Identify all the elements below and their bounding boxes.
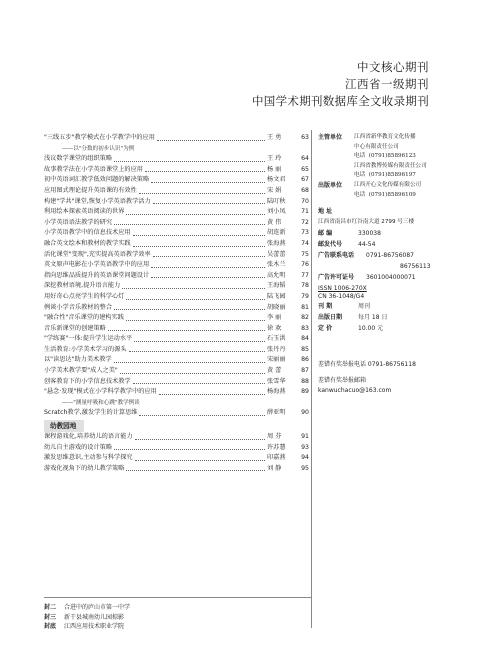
- toc-title: 例谈小学音乐教材的整合: [44, 303, 113, 311]
- toc-page: 84: [301, 335, 309, 343]
- phone-2: (0791)85896197: [368, 172, 416, 179]
- toc-page: 70: [301, 197, 309, 205]
- horizontal-divider: [44, 597, 311, 598]
- cover-credit-value: 合进中的庐山市第一中学: [64, 604, 131, 611]
- toc-page: 64: [301, 155, 309, 163]
- report-phone: 差错有奖举报电话 0791-86756118: [318, 361, 416, 369]
- toc-title: 活化课堂"变现",充实提高英语教学效率: [44, 250, 151, 258]
- toc-page: 90: [301, 409, 309, 417]
- cn-number: CN 36-1048/G4: [318, 293, 365, 301]
- toc-page: 75: [301, 250, 309, 258]
- phone-label-2: 电话: [354, 172, 366, 179]
- toc-author: 吴蕾蕾: [267, 250, 286, 258]
- toc-leader-dots: [114, 224, 265, 225]
- toc-page: 76: [301, 261, 309, 269]
- toc-title: "学练赛"一体:提升学生运动水平: [44, 335, 133, 343]
- cover-credits: [44, 603, 130, 632]
- toc-author: 薛亚明: [267, 409, 286, 417]
- postcode-value: 330038: [358, 230, 381, 238]
- toc-leader-dots: [151, 182, 265, 183]
- toc-entry: [44, 133, 309, 144]
- toc-author: 杨 丽: [267, 165, 282, 173]
- cover-credit-value: 新干县城南幼儿园掠影: [64, 613, 125, 621]
- mailcode-value: 44-54: [358, 241, 376, 249]
- toc-entry: [44, 355, 309, 366]
- toc-leader-dots: [151, 267, 265, 268]
- toc-title: "融合性"音乐课堂的建构实践: [44, 314, 124, 322]
- toc-title: 构建"学共"课堂,恢复小学英语教学活力: [44, 197, 151, 205]
- toc-leader-dots: [153, 203, 265, 204]
- toc-entry: [44, 239, 309, 250]
- header-line-core: 中文核心期刊: [357, 60, 429, 74]
- toc-author: 王 玲: [267, 155, 282, 163]
- publication-info: [318, 133, 448, 396]
- section-heading-label: 幼教园地: [50, 422, 77, 431]
- toc-title: 激发思维意识,主动参与科学探究: [44, 454, 133, 462]
- toc-title: Scratch教学,激发学生的计算思维: [44, 409, 138, 417]
- journal-header: [252, 59, 429, 110]
- vertical-divider: [311, 130, 312, 628]
- toc-entry: [44, 186, 309, 197]
- toc-page: 73: [301, 229, 309, 237]
- ad-license-label: 广告许可证号: [318, 274, 355, 282]
- toc-author: 张木兰: [267, 261, 286, 269]
- toc-leader-dots: [108, 330, 265, 331]
- toc-leader-dots: [153, 256, 265, 257]
- toc-page: 82: [301, 314, 309, 322]
- toc-entry: [44, 197, 309, 208]
- toc-entry: [44, 250, 309, 261]
- toc-leader-dots: [126, 299, 265, 300]
- toc-title: 创客教育下的小学信息技术教学: [44, 377, 131, 385]
- toc-page: 88: [301, 377, 309, 385]
- toc-title: 深挖教材语境,提升语言能力: [44, 282, 121, 290]
- toc-entry: [44, 207, 309, 218]
- toc-page: 65: [301, 165, 309, 173]
- toc-author: 许苏慧: [267, 443, 286, 451]
- toc-author: 张雪华: [267, 377, 286, 385]
- toc-title: 初中英语词汇教学低效问题的解决策略: [44, 176, 150, 184]
- toc-entry: [44, 453, 309, 464]
- toc-entry: [44, 324, 309, 335]
- toc-title: 幼儿自主游戏的设计策略: [44, 443, 113, 451]
- toc-leader-dots: [120, 373, 265, 374]
- toc-page: 68: [301, 186, 309, 194]
- toc-page: 91: [301, 433, 309, 441]
- toc-author: 张海燕: [267, 239, 286, 247]
- phone-label-1: 电话: [354, 153, 366, 160]
- toc-title: 应用图式理论提升英语课的有效性: [44, 186, 137, 194]
- toc-author: 高允明: [267, 271, 286, 279]
- toc-title: 游戏化视角下的幼儿教学策略: [44, 464, 125, 472]
- toc-leader-dots: [159, 394, 265, 395]
- toc-title: 指向思维品质提升的英语课堂问题设计: [44, 271, 150, 279]
- phone-1: (0791)85896123: [368, 153, 416, 160]
- toc-entry: [44, 464, 309, 475]
- publisher-2: 江西省教博传媒有限责任公司: [354, 162, 427, 169]
- mailcode-label: 邮发代号: [318, 241, 343, 249]
- organizer-label: 主管单位: [318, 134, 343, 141]
- toc-page: 86: [301, 356, 309, 364]
- toc-page: 67: [301, 176, 309, 184]
- toc-author: 石玉洪: [267, 335, 286, 343]
- ad-phone-label: 广告联系电话: [318, 252, 355, 260]
- toc-author: 陆叮秋: [267, 197, 286, 205]
- toc-title: 小学美术教学要"成人之美": [44, 367, 118, 375]
- toc-title: 课程游戏化,培养幼儿的语言能力: [44, 433, 133, 441]
- toc-title: 音乐新课堂的创建策略: [44, 324, 106, 332]
- cover-credit: [44, 613, 130, 623]
- toc-leader-dots: [129, 351, 265, 352]
- toc-leader-dots: [114, 309, 265, 310]
- toc-title: 生活教育:小学美术学习的源头: [44, 345, 127, 353]
- date-value: 每月 18 日: [358, 314, 388, 322]
- toc-title: 小学英语语法教学的研究: [44, 218, 113, 226]
- toc-author: 胡晓丽: [267, 303, 286, 311]
- toc-leader-dots: [122, 288, 265, 289]
- ad-phone-value: 0791-86756087: [366, 252, 414, 260]
- toc-leader-dots: [114, 161, 265, 162]
- toc-leader-dots: [151, 277, 265, 278]
- organizer-value-2: 中心有限责任公司: [354, 143, 399, 150]
- toc-entry: [44, 377, 309, 388]
- toc-author: 王海韬: [267, 282, 286, 290]
- toc-entry: [44, 165, 309, 176]
- toc-leader-dots: [133, 383, 265, 384]
- toc-leader-dots: [126, 214, 265, 215]
- toc-page: 93: [301, 443, 309, 451]
- toc-page: 63: [301, 134, 309, 141]
- toc-author: 印嘉燕: [267, 454, 286, 462]
- cover-credit-value: 江西应用技术职业学院: [64, 623, 125, 631]
- toc-entry: [44, 366, 309, 377]
- price-label: 定 价: [318, 325, 333, 333]
- toc-leader-dots: [135, 439, 265, 440]
- toc-leader-dots: [114, 362, 265, 363]
- toc-entry: [44, 175, 309, 186]
- toc-page: 79: [301, 292, 309, 300]
- issn: ISSN 1006-270X: [318, 285, 367, 293]
- toc-entry: [44, 228, 309, 239]
- toc-title: 用好奇心点亮学生的科学心灯: [44, 292, 125, 300]
- toc-page: 72: [301, 218, 309, 226]
- toc-author: 刘 静: [267, 464, 282, 472]
- toc-page: 78: [301, 282, 309, 290]
- price-value: 10.00 元: [358, 325, 384, 333]
- toc-author: 宋丽丽: [267, 356, 286, 364]
- date-label: 出版日期: [318, 314, 343, 322]
- header-line-database: 中国学术期刊数据库全文收录期刊: [252, 94, 429, 108]
- publisher-label: 出版单位: [318, 181, 343, 189]
- cover-credit-label: 封三: [44, 613, 57, 621]
- toc-entry: [44, 334, 309, 345]
- toc-page: 83: [301, 324, 309, 332]
- toc-author: 黄 蕾: [267, 367, 282, 375]
- toc-author: 陆飞园: [267, 292, 286, 300]
- toc-author: 杨海燕: [267, 388, 286, 396]
- toc-page: 95: [301, 464, 309, 472]
- toc-entry: [44, 271, 309, 282]
- period-value: 周刊: [358, 303, 371, 311]
- toc-page: 87: [301, 367, 309, 375]
- toc-subtitle: ——"测量呼吸和心跳"教学例谈: [62, 399, 140, 406]
- address-value: 江西省南昌市红谷南大道 2799 号三楼: [318, 219, 415, 226]
- toc-author: 徐 欢: [267, 324, 282, 332]
- cover-credit: [44, 603, 130, 613]
- toc-entry: [44, 387, 309, 398]
- toc-title: "三线五步"教学模式在小学教学中的应用: [44, 134, 155, 141]
- toc-entry: [44, 260, 309, 271]
- toc-leader-dots: [126, 470, 265, 471]
- toc-author: 胡连新: [267, 229, 286, 237]
- toc-entry: [44, 281, 309, 292]
- ad-license-value: 3601004000071: [366, 274, 416, 282]
- toc-author: 杨文君: [267, 176, 286, 184]
- postcode-label: 邮 编: [318, 230, 333, 238]
- toc-page: 77: [301, 271, 309, 279]
- toc-author: 张丹丹: [267, 345, 286, 353]
- header-line-province: 江西省一级期刊: [345, 77, 429, 91]
- table-of-contents: [44, 133, 309, 474]
- toc-title: 利用绘本探索英语阅读的世界: [44, 208, 125, 216]
- toc-author: 宋 娟: [267, 186, 282, 194]
- period-label: 刊 期: [318, 303, 333, 311]
- toc-author: 黄 伟: [267, 218, 282, 226]
- toc-leader-dots: [133, 235, 265, 236]
- toc-leader-dots: [145, 171, 265, 172]
- address-label: 地 址: [318, 208, 333, 216]
- cover-credit: [44, 622, 130, 632]
- report-email-label: 差错有奖举报邮箱: [318, 377, 367, 385]
- toc-entry: [44, 154, 309, 165]
- toc-leader-dots: [126, 320, 265, 321]
- phone-label-3: 电话: [354, 191, 366, 198]
- toc-entry: [44, 345, 309, 356]
- toc-title: 英文原声电影在小学英语教学中的应用: [44, 261, 150, 269]
- organizer-value: 江西省新华教育文化传播: [354, 134, 416, 140]
- toc-subtitle: ——以"分数的初步认识"为例: [62, 145, 135, 152]
- toc-leader-dots: [157, 140, 265, 141]
- toc-page: 94: [301, 454, 309, 462]
- toc-title: 小学英语教学中的信息技术应用: [44, 229, 131, 237]
- toc-title: "悬念·发现"模式在小学科学教学中的应用: [44, 388, 157, 396]
- toc-entry: [44, 408, 309, 419]
- cover-credit-label: 封底: [44, 623, 57, 631]
- toc-leader-dots: [134, 341, 265, 342]
- toc-author: 王 勇: [267, 134, 282, 141]
- toc-entry: [44, 432, 309, 443]
- toc-page: 71: [301, 208, 309, 216]
- toc-title: 以"读思达"助力美术教学: [44, 356, 112, 364]
- cover-credit-label: 封二: [44, 604, 57, 611]
- ad-phone-value-2: 86756113: [400, 263, 431, 271]
- toc-entry: [44, 443, 309, 454]
- toc-entry: [44, 303, 309, 314]
- toc-page: 85: [301, 345, 309, 353]
- toc-page: 89: [301, 388, 309, 396]
- section-heading: [44, 420, 309, 432]
- toc-title: 故事教学法在小学英语课堂上的应用: [44, 165, 143, 173]
- toc-page: 74: [301, 239, 309, 247]
- toc-author: 刘小凤: [267, 208, 286, 216]
- toc-entry: [44, 313, 309, 324]
- publisher-value: 江西开心文化传媒有限公司: [354, 181, 422, 188]
- toc-leader-dots: [139, 415, 265, 416]
- toc-author: 周 芬: [267, 433, 282, 441]
- toc-title: 浅议数学课堂的组织策略: [44, 155, 113, 163]
- toc-entry: [44, 292, 309, 303]
- toc-author: 李 丽: [267, 314, 282, 322]
- phone-3: (0791)85896109: [368, 191, 416, 198]
- toc-leader-dots: [139, 193, 265, 194]
- report-email: kanwuchacuo@163.com: [318, 387, 392, 395]
- toc-leader-dots: [135, 460, 265, 461]
- toc-entry: [44, 218, 309, 229]
- toc-page: 81: [301, 303, 309, 311]
- toc-leader-dots: [114, 449, 265, 450]
- toc-title: 融合英文绘本和教材的教学实践: [44, 239, 131, 247]
- toc-leader-dots: [133, 246, 265, 247]
